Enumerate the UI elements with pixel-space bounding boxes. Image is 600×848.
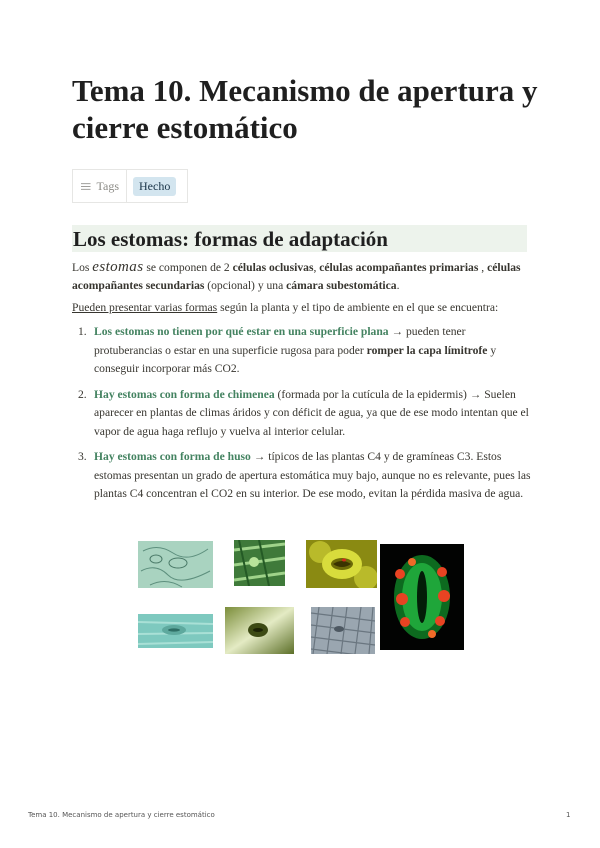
arrow: → — [388, 325, 406, 338]
text: se componen de 2 — [143, 261, 233, 274]
list-item — [72, 386, 532, 442]
text: Los — [72, 261, 93, 274]
section-heading: Los estomas: formas de adaptación — [72, 225, 527, 252]
text: , — [478, 261, 488, 274]
green-highlight: Los estomas no tienen por qué estar en una superficie plana — [94, 325, 389, 338]
forms-paragraph — [72, 299, 532, 317]
text: y conseguir incorporar más CO2. — [94, 343, 497, 375]
estomas-word: estomas — [92, 259, 144, 275]
stoma-micrograph-1 — [138, 541, 213, 588]
text: , — [313, 261, 320, 274]
bold-term: romper la capa límitrofe — [366, 343, 488, 357]
stoma-micrograph-4 — [138, 614, 213, 648]
list-item — [72, 448, 532, 504]
list-number: 2. — [78, 387, 87, 401]
list-number: 3. — [78, 450, 87, 463]
property-value[interactable] — [127, 170, 187, 202]
tag-badge[interactable]: Hecho — [133, 177, 176, 196]
property-key-label: Tags — [96, 178, 119, 193]
numbered-list — [72, 323, 532, 511]
intro-paragraph — [72, 258, 532, 295]
bold-term: células acompañantes secundarias — [72, 261, 521, 292]
text: . — [396, 279, 400, 292]
text: según la planta y el tipo de ambiente en el que se encuentra: — [217, 301, 499, 314]
property-key — [73, 170, 127, 202]
stoma-fluorescence-image — [380, 544, 464, 650]
stoma-micrograph-5 — [225, 607, 294, 654]
bold-term: células acompañantes primarias — [319, 261, 479, 274]
text: (formada por la cutícula de la epidermis) → Suelen aparecer en plantas de climas áridos y con déficit de agua, ya que de ese modo intentan que el vapor de agua haga reflujo y vuelva al interior celular. — [94, 387, 529, 438]
bold-term: células oclusivas — [232, 261, 314, 274]
list-number: 1. — [78, 325, 87, 338]
text: típicos de las plantas C4 y de gramíneas C3. Estos estomas presentan un grado de apertura estomática muy bajo, aunque no es relevante, pues las plantas C4 concentran el CO2 en su interior. De ese modo, evitan la pérdida masiva de agua. — [94, 450, 531, 500]
list-item — [72, 323, 532, 379]
properties-table — [72, 169, 188, 203]
arrow: → — [250, 450, 269, 463]
stoma-micrograph-6 — [311, 607, 375, 654]
stoma-micrograph-3 — [306, 540, 377, 588]
text: pueden tener protuberancias o estar en una superficie rugosa para poder — [94, 325, 466, 357]
text: (opcional) y una — [204, 279, 287, 292]
page-title: Tema 10. Mecanismo de apertura y cierre estomático — [72, 73, 538, 145]
footer-title: Tema 10. Mecanismo de apertura y cierre estomático — [28, 811, 215, 819]
bold-term: cámara subestomática — [286, 279, 397, 292]
page-number: 1 — [566, 811, 571, 819]
green-highlight: Hay estomas con forma de huso — [94, 450, 251, 463]
green-highlight: Hay estomas con forma de chimenea — [94, 387, 275, 401]
stoma-micrograph-2 — [234, 540, 285, 586]
list-icon — [81, 182, 91, 191]
underlined-text: Pueden presentar varias formas — [72, 301, 218, 314]
